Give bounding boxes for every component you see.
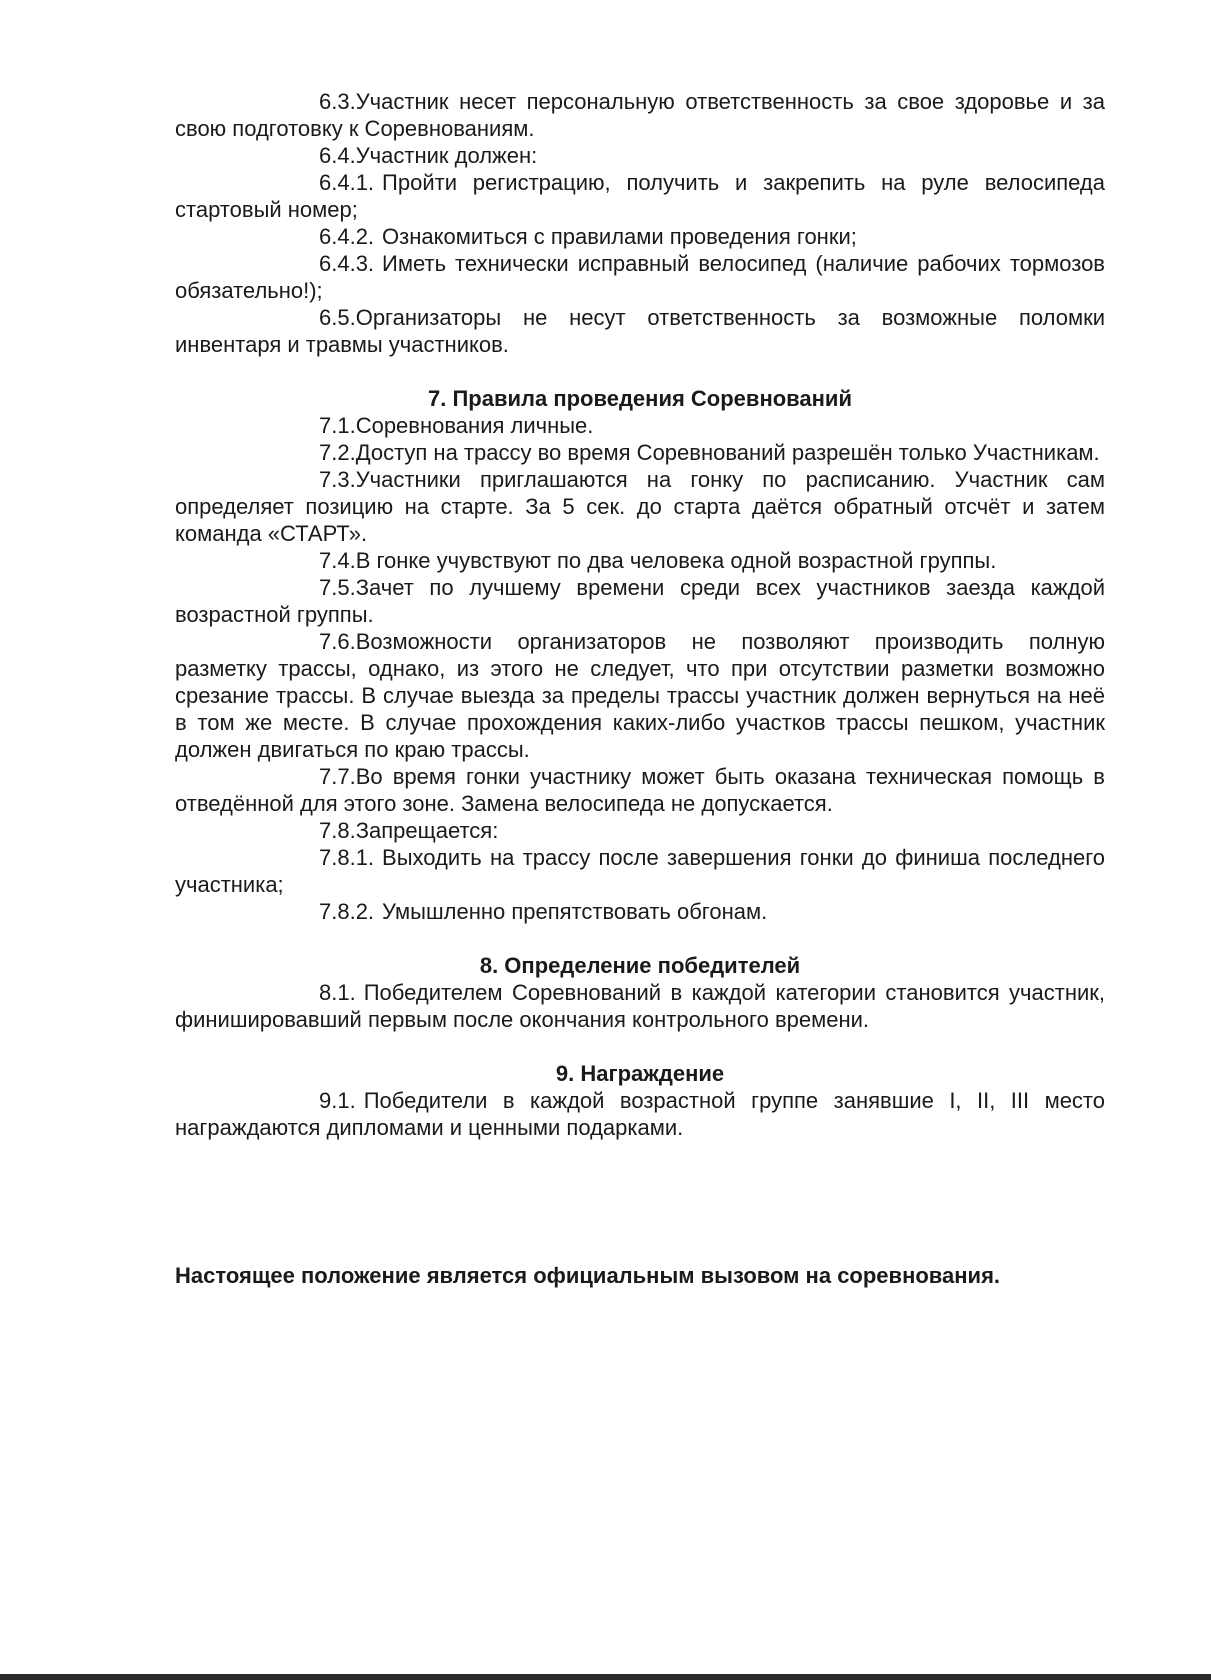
clause-text: Выходить на трассу после завершения гонки до финиша последнего участника; xyxy=(175,845,1105,897)
clause-7-3 xyxy=(175,466,1105,547)
clause-number: 7.3. xyxy=(319,467,356,492)
clause-7-8-1 xyxy=(175,844,1105,898)
clause-number: 6.4. xyxy=(319,143,356,168)
clause-text: Ознакомиться с правилами проведения гонки; xyxy=(382,224,857,249)
clause-text: Участник несет персональную ответственность за свое здоровье и за свою подготовку к Соревнованиям. xyxy=(175,89,1105,141)
section-9-heading: 9. Награждение xyxy=(555,1061,725,1086)
clause-8-1 xyxy=(175,979,1105,1033)
clause-7-7 xyxy=(175,763,1105,817)
clause-text: Иметь технически исправный велосипед (наличие рабочих тормозов обязательно!); xyxy=(175,251,1105,303)
clause-6-4-3 xyxy=(175,250,1105,304)
clause-text: Возможности организаторов не позволяют производить полную разметку трассы, однако, из этого не следует, что при отсутствии разметки возможно срезание трассы. В случае выезда за пределы трассы участник должен вернуться на неё в том же месте. В случае прохождения каких-либо участков трассы пешком, участник должен двигаться по краю трассы. xyxy=(175,629,1105,762)
closing-statement: Настоящее положение является официальным вызовом на соревнования. xyxy=(175,1263,1001,1288)
scan-bottom-edge xyxy=(0,1674,1211,1680)
clause-text: Участник должен: xyxy=(355,143,538,168)
clause-7-5 xyxy=(175,574,1105,628)
clause-number: 7.8. xyxy=(319,818,356,843)
clause-number: 6.3. xyxy=(319,89,356,114)
clause-number: 6.4.3. xyxy=(319,251,375,276)
clause-number: 6.5. xyxy=(319,305,356,330)
clause-6-3 xyxy=(175,88,1105,142)
clause-text: Организаторы не несут ответственность за возможные поломки инвентаря и травмы участников. xyxy=(175,305,1105,357)
clause-7-8 xyxy=(175,817,1105,844)
clause-number: 7.4. xyxy=(319,548,356,573)
clause-text: Во время гонки участнику может быть оказана техническая помощь в отведённой для этого зоне. Замена велосипеда не допускается. xyxy=(175,764,1105,816)
clause-text: Победителем Соревнований в каждой категории становится участник, финишировавший первым после окончания контрольного времени. xyxy=(175,980,1105,1032)
clause-text: Зачет по лучшему времени среди всех участников заезда каждой возрастной группы. xyxy=(175,575,1105,627)
clause-number: 7.8.1. xyxy=(319,845,375,870)
clause-6-5 xyxy=(175,304,1105,358)
clause-7-2 xyxy=(175,439,1105,466)
clause-number: 7.1. xyxy=(319,413,356,438)
document-body xyxy=(175,88,1105,1141)
clause-number: 6.4.2. xyxy=(319,224,375,249)
clause-text: Запрещается: xyxy=(355,818,499,843)
clause-6-4-2 xyxy=(175,223,1105,250)
clause-7-6 xyxy=(175,628,1105,763)
clause-9-1 xyxy=(175,1087,1105,1141)
clause-text: Участники приглашаются на гонку по расписанию. Участник сам определяет позицию на старте. За 5 сек. до старта даётся обратный отсчёт и затем команда «СТАРТ». xyxy=(175,467,1105,546)
clause-text: Пройти регистрацию, получить и закрепить на руле велосипеда стартовый номер; xyxy=(175,170,1105,222)
section-8-heading: 8. Определение победителей xyxy=(479,953,801,978)
clause-text: Соревнования личные. xyxy=(355,413,594,438)
clause-6-4-1 xyxy=(175,169,1105,223)
clause-number: 7.7. xyxy=(319,764,356,789)
clause-number: 8.1. xyxy=(319,980,356,1005)
clause-7-1 xyxy=(175,412,1105,439)
clause-text: Доступ на трассу во время Соревнований разрешён только Участникам. xyxy=(355,440,1100,465)
clause-7-4 xyxy=(175,547,1105,574)
clause-number: 7.8.2. xyxy=(319,899,375,924)
clause-number: 9.1. xyxy=(319,1088,356,1113)
clause-number: 7.6. xyxy=(319,629,356,654)
clause-number: 7.2. xyxy=(319,440,356,465)
clause-number: 7.5. xyxy=(319,575,356,600)
clause-number: 6.4.1. xyxy=(319,170,375,195)
clause-7-8-2 xyxy=(175,898,1105,925)
clause-6-4 xyxy=(175,142,1105,169)
clause-text: Умышленно препятствовать обгонам. xyxy=(382,899,768,924)
clause-text: Победители в каждой возрастной группе занявшие I, II, III место награждаются дипломами и ценными подарками. xyxy=(175,1088,1105,1140)
clause-text: В гонке учувствуют по два человека одной возрастной группы. xyxy=(355,548,997,573)
section-7-heading: 7. Правила проведения Соревнований xyxy=(428,386,852,411)
